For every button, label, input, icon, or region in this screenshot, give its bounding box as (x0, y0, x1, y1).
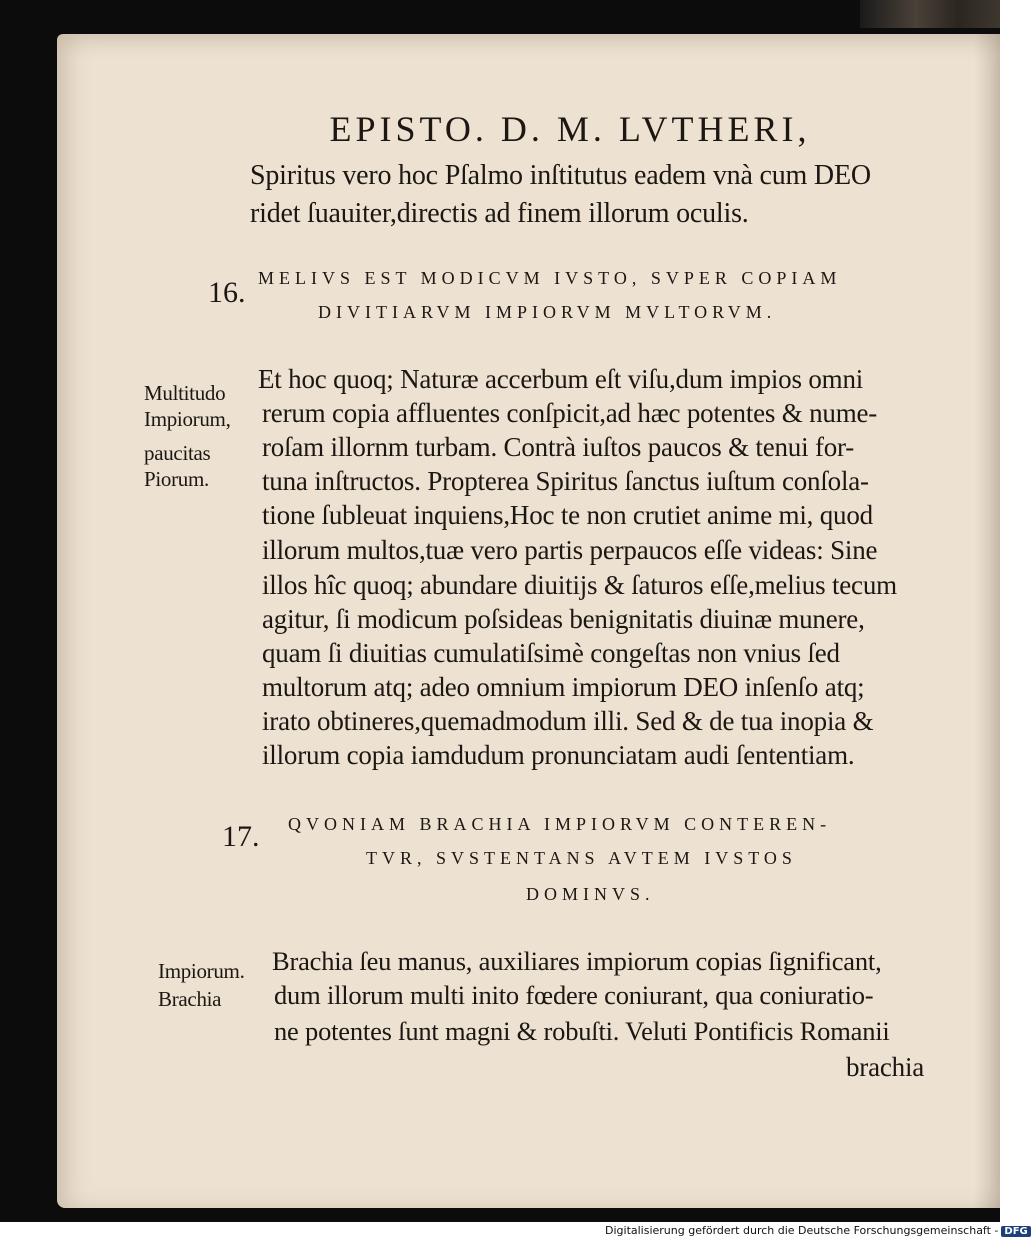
verse-heading-line: DIVITIARVM IMPIORVM MVLTORVM. (318, 302, 777, 322)
body-line: irato obtineres,quemadmodum illi. Sed & de tua inopia & (262, 706, 874, 736)
margin-note-line: Impiorum, (144, 407, 231, 431)
body-line: roſam illornm turbam. Contrà iuſtos paucos & tenui for- (262, 432, 855, 462)
verse-heading-line: MELIVS EST MODICVM IVSTO, SVPER COPIAM (258, 268, 842, 288)
verse-number: 16. (208, 276, 246, 309)
dfg-logo: DFG (1001, 1226, 1030, 1237)
body-line: agitur, ſi modicum poſsideas benignitatis diuinæ munere, (262, 604, 865, 634)
book-edge-strip (860, 0, 1000, 28)
margin-note-line: Piorum. (144, 467, 209, 491)
body-line: illorum copia iamdudum pronunciatam audi ſententiam. (262, 740, 855, 770)
body-line: ne potentes ſunt magni & robuſti. Veluti Pontificis Romanii (274, 1016, 890, 1046)
intro-line: Spiritus vero hoc Pſalmo inſtitutus eadem vnà cum DEO (250, 160, 871, 191)
margin-note-line: paucitas (144, 441, 211, 465)
verse-heading-line: TVR, SVSTENTANS AVTEM IVSTOS (366, 848, 797, 868)
verse-number: 17. (222, 820, 260, 853)
margin-note-line: Multitudo (144, 381, 226, 405)
margin-note-line: Impiorum. (158, 959, 245, 983)
margin-note-line: Brachia (158, 987, 222, 1011)
body-line: dum illorum multi inito fœdere coniurant, qua coniuratio- (274, 980, 874, 1010)
running-head: EPISTO. D. M. LVTHERI, (329, 109, 811, 149)
verse-heading-line: DOMINVS. (526, 884, 655, 904)
credit-text: Digitalisierung gefördert durch die Deutsche Forschungsgemeinschaft - (605, 1224, 999, 1237)
digitization-credit (605, 1224, 1028, 1238)
body-line: Et hoc quoq; Naturæ accerbum eſt viſu,dum impios omni (258, 364, 864, 394)
body-line: Brachia ſeu manus, auxiliares impiorum copias ſignificant, (272, 946, 882, 976)
body-line: tione ſubleuat inquiens,Hoc te non crutiet anime mi, quod (262, 500, 873, 530)
body-line: tuna inſtructos. Propterea Spiritus ſanctus iuſtum conſola- (262, 466, 869, 496)
body-line: multorum atq; adeo omnium impiorum DEO inſenſo atq; (262, 672, 865, 702)
intro-line: ridet ſuauiter,directis ad finem illorum oculis. (250, 198, 749, 229)
verse-heading-line: QVONIAM BRACHIA IMPIORVM CONTEREN- (288, 814, 832, 834)
body-line: rerum copia affluentes conſpicit,ad hæc potentes & nume- (262, 398, 878, 428)
catchword: brachia (846, 1052, 925, 1082)
body-line: illos hîc quoq; abundare diuitijs & ſaturos eſſe,melius tecum (262, 570, 897, 600)
page-fold-shadow (974, 34, 1000, 1208)
body-line: quam ſi diuitias cumulatiſsimè congeſtas non vnius ſed (262, 638, 840, 668)
body-line: illorum multos,tuæ vero partis perpaucos eſſe videas: Sine (262, 535, 878, 565)
